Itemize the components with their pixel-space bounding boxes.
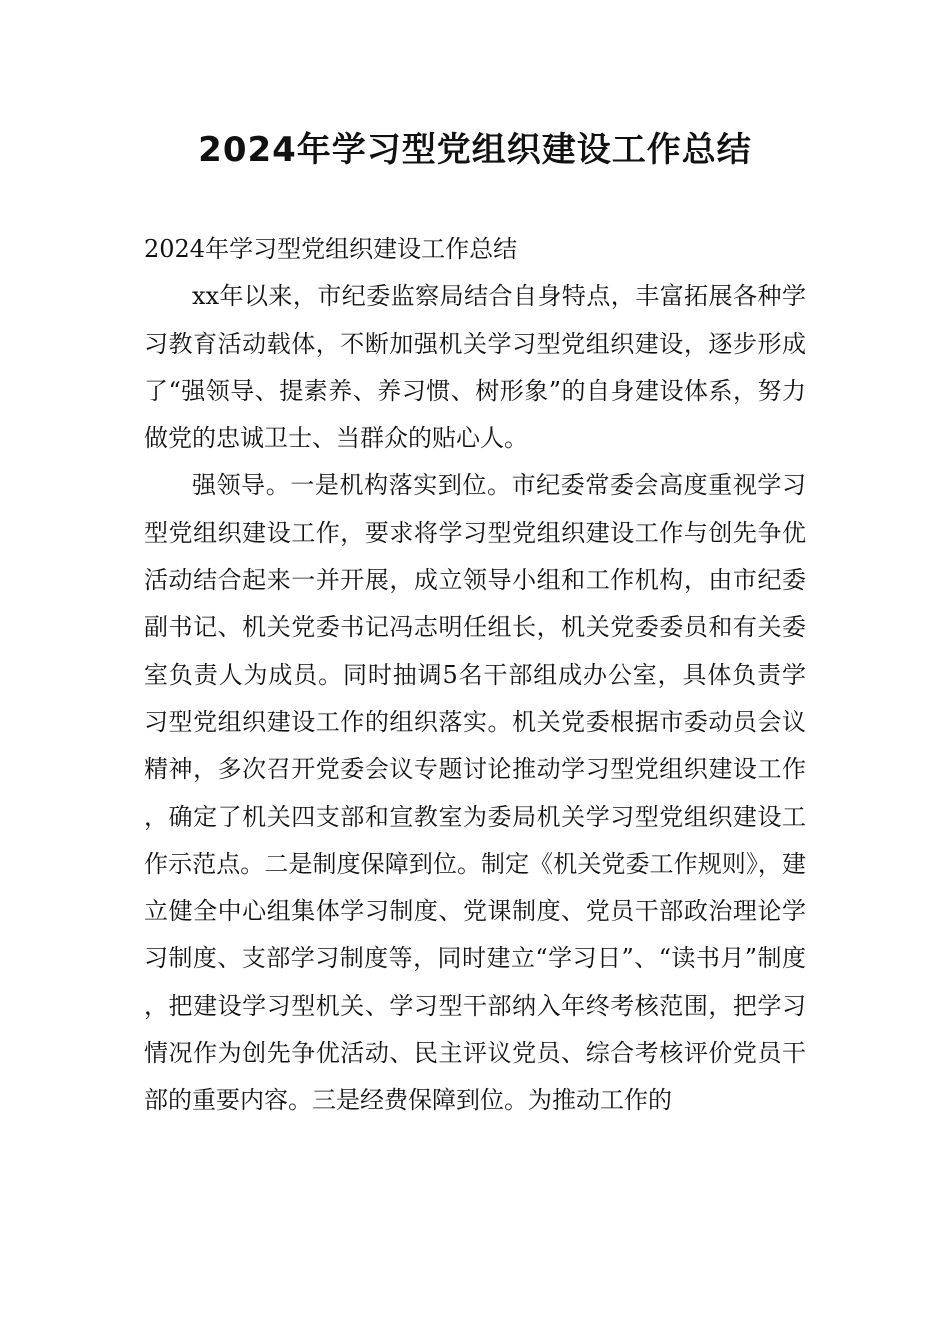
document-body	[144, 226, 806, 1125]
document-title: 2024年学习型党组织建设工作总结	[198, 130, 752, 170]
document-subtitle: 2024年学习型党组织建设工作总结	[144, 235, 518, 263]
paragraph-strong-leadership: 强领导。一是机构落实到位。市纪委常委会高度重视学习型党组织建设工作，要求将学习型党组织建设工作与创先争优活动结合起来一并开展，成立领导小组和工作机构，由市纪委副书记、机关党委书记冯志明任组长，机关党委委员和有关委室负责人为成员。同时抽调5名干部组成办公室，具体负责学习型党组织建设工作的组织落实。机关党委根据市委动员会议精神，多次召开党委会议专题讨论推动学习型党组织建设工作，确定了机关四支部和宣教室为委局机关学习型党组织建设工作示范点。二是制度保障到位。制定《机关党委工作规则》，建立健全中心组集体学习制度、党课制度、党员干部政治理论学习制度、支部学习制度等，同时建立“学习日”、“读书月”制度，把建设学习型机关、学习型干部纳入年终考核范围，把学习情况作为创先争优活动、民主评议党员、综合考核评价党员干部的重要内容。三是经费保障到位。为推动工作的	[144, 471, 806, 1115]
paragraph-intro: xx年以来，市纪委监察局结合自身特点，丰富拓展各种学习教育活动载体，不断加强机关学习型党组织建设，逐步形成了“强领导、提素养、养习惯、树形象”的自身建设体系，努力做党的忠诚卫士、当群众的贴心人。	[144, 282, 806, 453]
